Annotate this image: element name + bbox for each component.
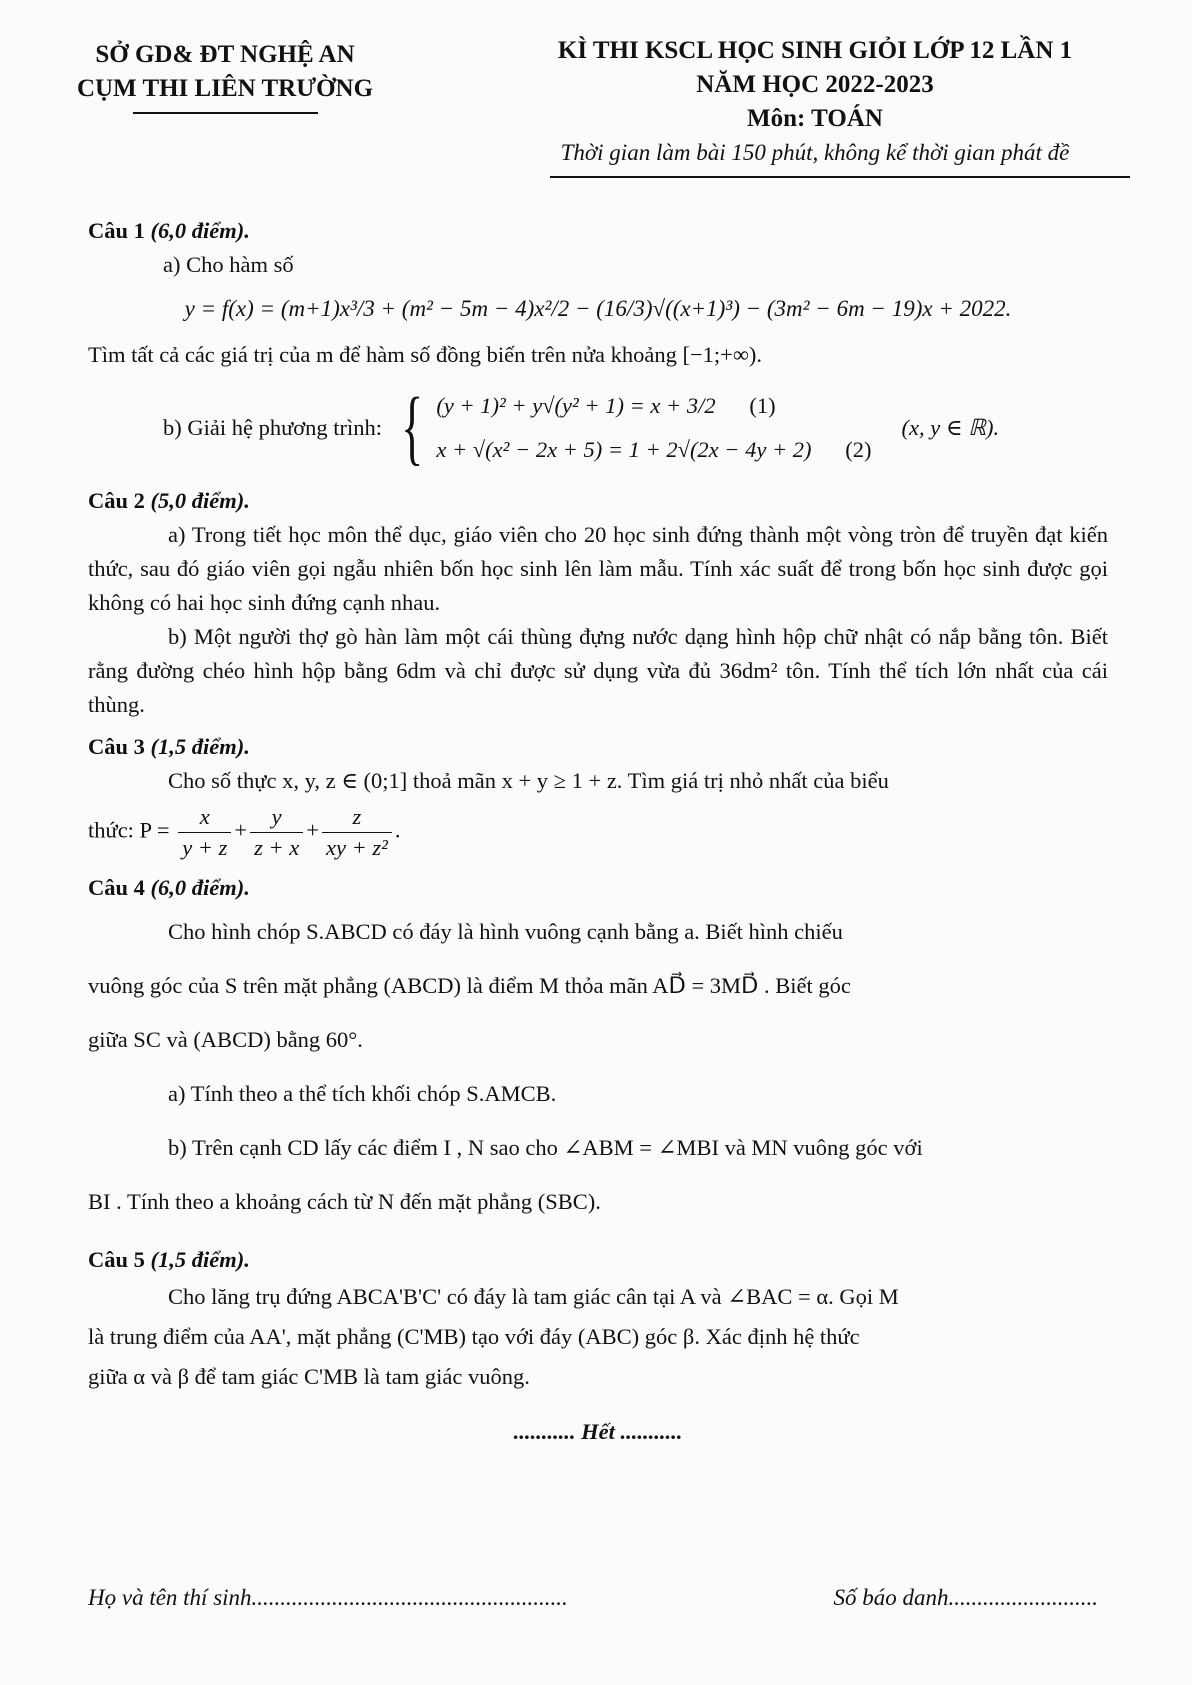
q5-points: (1,5 điểm). bbox=[150, 1247, 250, 1272]
q1-formula: y = f(x) = (m+1)x³/3 + (m² − 5m − 4)x²/2 − (16/3)√((x+1)³) − (3m² − 6m − 19)x + 2022. bbox=[184, 296, 1012, 321]
q4-b-text: b) Trên cạnh CD lấy các điểm I , N sao cho ∠ABM = ∠MBI và MN vuông góc với bbox=[168, 1135, 923, 1160]
fraction-3 bbox=[322, 802, 392, 863]
q3-points: (1,5 điểm). bbox=[150, 734, 250, 759]
exam-underline bbox=[550, 176, 1130, 178]
q4-text1: Cho hình chóp S.ABCD có đáy là hình vuông cạnh bằng a. Biết hình chiếu bbox=[168, 919, 843, 944]
q3-expression: thức: P = $\frac{x}{y + z}$ + $\frac{y}{z + x}$ + $\frac{z}{\text{xy + z²}}$ . bbox=[88, 802, 1108, 863]
org-line2: CỤM THI LIÊN TRƯỜNG bbox=[76, 75, 374, 102]
fraction-1 bbox=[178, 802, 231, 863]
system-equations bbox=[436, 384, 871, 472]
candidate-name-field: Họ và tên thí sinh....................................................... bbox=[88, 1585, 568, 1610]
header-exam bbox=[505, 34, 1125, 178]
exam-body bbox=[88, 206, 1108, 1449]
q4-text3: giữa SC và (ABCD) bằng 60°. bbox=[88, 1027, 363, 1052]
q4-a-text: a) Tính theo a thể tích khối chóp S.AMCB. bbox=[168, 1081, 557, 1106]
q4-title: Câu 4 bbox=[88, 875, 145, 900]
q3-heading bbox=[88, 730, 1108, 764]
q3-text: Cho số thực x, y, z ∈ (0;1] thoả mãn x + y ≥ 1 + z. Tìm giá trị nhỏ nhất của biểu bbox=[168, 768, 889, 793]
f2-den: z + x bbox=[254, 835, 300, 860]
q1-a-intro: a) Cho hàm số bbox=[163, 252, 294, 277]
school-year: NĂM HỌC 2022-2023 bbox=[696, 71, 934, 98]
system-brace: { bbox=[401, 381, 424, 474]
exam-title: KÌ THI KSCL HỌC SINH GIỎI LỚP 12 LẦN 1 bbox=[557, 37, 1073, 64]
eq1-text: (y + 1)² + y√(y² + 1) = x + 3/2 bbox=[436, 393, 716, 418]
q2-heading bbox=[88, 484, 1108, 518]
q1-heading bbox=[88, 214, 1108, 248]
footer bbox=[88, 1585, 1098, 1611]
f1-den: y + z bbox=[182, 835, 228, 860]
q3-expr-label: thức: P = bbox=[88, 817, 170, 843]
f2-num: y bbox=[250, 802, 303, 833]
duration: Thời gian làm bài 150 phút, không kể thời gian phát đề bbox=[560, 140, 1070, 165]
f3-den: xy + z² bbox=[325, 835, 388, 860]
q2-b-text: b) Một người thợ gò hàn làm một cái thùng đựng nước dạng hình hộp chữ nhật có nắp bằng tôn. Biết rằng đường chéo hình hộp bằng 6dm và chỉ được sử dụng vừa đủ 36dm² tôn. Tính thể tích lớn nhất của cái thùng. bbox=[88, 624, 1108, 717]
q1-a-task: Tìm tất cả các giá trị của m để hàm số đồng biến trên nửa khoảng [−1;+∞). bbox=[88, 342, 763, 367]
q1-domain: (x, y ∈ ℝ). bbox=[901, 415, 1000, 440]
q1-system bbox=[163, 381, 1108, 474]
q5-heading bbox=[88, 1243, 1108, 1277]
q2-a-text: a) Trong tiết học môn thể dục, giáo viên cho 20 học sinh đứng thành một vòng tròn để truyền đạt kiến thức, sau đó giáo viên gọi ngẫu nhiên bốn học sinh lên làm mẫu. Tính xác suất để trong bốn học sinh được gọi không có hai học sinh đứng cạnh nhau. bbox=[88, 522, 1108, 615]
end-marker: ........... Hết ........... bbox=[513, 1419, 683, 1444]
q4-points: (6,0 điểm). bbox=[150, 875, 250, 900]
q2-title: Câu 2 bbox=[88, 488, 145, 513]
eq2-tag: (2) bbox=[845, 437, 872, 462]
eq2-text: x + √(x² − 2x + 5) = 1 + 2√(2x − 4y + 2) bbox=[436, 437, 812, 462]
equation-2 bbox=[436, 428, 871, 472]
q3-title: Câu 3 bbox=[88, 734, 145, 759]
candidate-id-field: Số báo danh.......................... bbox=[833, 1585, 1098, 1610]
org-line1: SỞ GD& ĐT NGHỆ AN bbox=[95, 41, 355, 68]
q4-text2: vuông góc của S trên mặt phẳng (ABCD) là điểm M thỏa mãn AD⃗ = 3MD⃗ . Biết góc bbox=[88, 973, 851, 998]
f1-num: x bbox=[178, 802, 231, 833]
q5-text3: giữa α và β để tam giác C'MB là tam giác vuông. bbox=[88, 1364, 530, 1389]
q2-points: (5,0 điểm). bbox=[150, 488, 250, 513]
q5-text2: là trung điểm của AA', mặt phẳng (C'MB) tạo với đáy (ABC) góc β. Xác định hệ thức bbox=[88, 1324, 860, 1349]
q5-text1: Cho lăng trụ đứng ABCA'B'C' có đáy là tam giác cân tại A và ∠BAC = α. Gọi M bbox=[168, 1284, 899, 1309]
q5-title: Câu 5 bbox=[88, 1247, 145, 1272]
fraction-2 bbox=[250, 802, 303, 863]
subject: Môn: TOÁN bbox=[747, 105, 883, 132]
eq1-tag: (1) bbox=[749, 393, 776, 418]
header-organization bbox=[60, 38, 390, 114]
q4-b-text2: BI . Tính theo a khoảng cách từ N đến mặt phẳng (SBC). bbox=[88, 1189, 601, 1214]
q1-title: Câu 1 bbox=[88, 218, 145, 243]
equation-1 bbox=[436, 384, 871, 428]
q4-heading bbox=[88, 871, 1108, 905]
f3-num: z bbox=[322, 802, 392, 833]
q1-points: (6,0 điểm). bbox=[150, 218, 250, 243]
org-underline bbox=[133, 112, 318, 114]
q1-b-intro: b) Giải hệ phương trình: bbox=[163, 415, 383, 440]
